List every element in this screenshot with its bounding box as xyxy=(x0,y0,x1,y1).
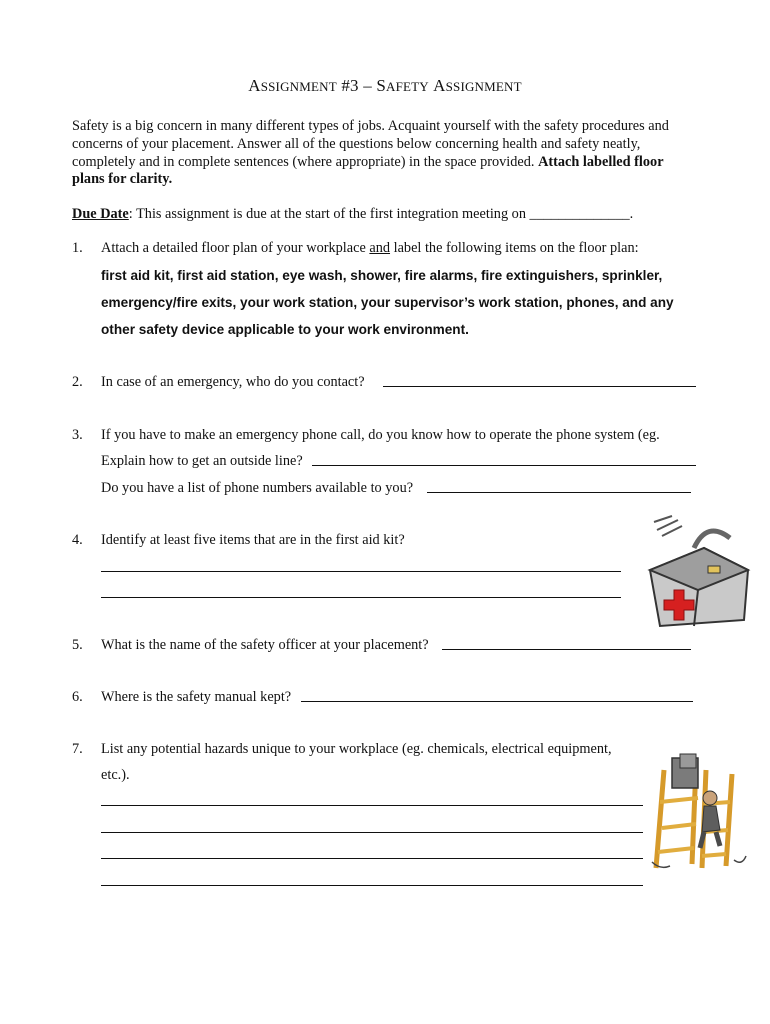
answer-line[interactable] xyxy=(301,701,693,702)
answer-line[interactable] xyxy=(101,832,643,833)
answer-line[interactable] xyxy=(312,465,696,466)
due-date-text: : This assignment is due at the start of the first integration meeting on ______________. xyxy=(128,206,634,222)
q1-underlined: and xyxy=(369,240,391,256)
q1-pre: Attach a detailed floor plan of your workplace xyxy=(101,240,370,256)
due-date-label: Due Date xyxy=(72,206,129,222)
floor-items-line: first aid kit, first aid station, eye wash, shower, fire alarms, fire extinguishers, sprinkler, xyxy=(101,268,663,283)
question-7-text2: etc.). xyxy=(101,767,130,783)
question-5-text: What is the name of the safety officer at your placement? xyxy=(101,637,429,653)
answer-line[interactable] xyxy=(101,597,621,598)
ladder-worker-icon xyxy=(650,752,750,872)
floor-items-line: other safety device applicable to your work environment. xyxy=(101,322,469,337)
question-number: 1. xyxy=(72,240,83,256)
question-number: 5. xyxy=(72,637,83,653)
intro-paragraph xyxy=(72,118,702,189)
question-1-text xyxy=(101,240,639,257)
title-word: SSIGNMENT xyxy=(445,79,522,94)
q1-post: label the following items on the floor plan: xyxy=(390,240,639,256)
due-date-line xyxy=(72,206,633,224)
question-number: 4. xyxy=(72,532,83,548)
title-word: AFETY xyxy=(386,79,429,94)
intro-text: completely and in complete sentences (where appropriate) in the space provided. xyxy=(72,153,539,170)
question-3-sub2: Do you have a list of phone numbers available to you? xyxy=(101,480,414,496)
page-title xyxy=(0,76,770,96)
question-4-text: Identify at least five items that are in the first aid kit? xyxy=(101,532,405,548)
intro-line: concerns of your placement. Answer all of the questions below concerning health and safety neatly, xyxy=(72,135,641,152)
question-2-text: In case of an emergency, who do you contact? xyxy=(101,374,365,390)
question-6-text: Where is the safety manual kept? xyxy=(101,689,292,705)
answer-line[interactable] xyxy=(101,805,643,806)
question-number: 3. xyxy=(72,427,83,443)
floor-items-line: emergency/fire exits, your work station, your supervisor’s work station, phones, and any xyxy=(101,295,674,310)
intro-line: Safety is a big concern in many different types of jobs. Acquaint yourself with the safety procedures and xyxy=(72,118,669,134)
title-initial: S xyxy=(376,76,386,95)
intro-line xyxy=(72,154,702,172)
title-number: #3 – xyxy=(336,76,377,95)
question-number: 2. xyxy=(72,374,83,390)
question-number: 6. xyxy=(72,689,83,705)
answer-line[interactable] xyxy=(427,492,691,493)
title-initial: A xyxy=(248,76,261,95)
answer-line[interactable] xyxy=(101,571,621,572)
title-initial: A xyxy=(433,76,446,95)
question-7-text: List any potential hazards unique to your workplace (eg. chemicals, electrical equipment, xyxy=(101,741,612,757)
answer-line[interactable] xyxy=(442,649,691,650)
title-word: SSIGNMENT xyxy=(260,79,337,94)
answer-line[interactable] xyxy=(101,858,643,859)
question-number: 7. xyxy=(72,741,83,757)
intro-bold-text: plans for clarity. xyxy=(72,171,173,188)
answer-line[interactable] xyxy=(101,885,643,886)
first-aid-kit-icon xyxy=(632,508,756,628)
intro-bold-text: Attach labelled floor xyxy=(538,153,664,170)
question-3-sub1: Explain how to get an outside line? xyxy=(101,453,303,469)
question-3-text: If you have to make an emergency phone call, do you know how to operate the phone system (eg. xyxy=(101,427,660,443)
answer-line[interactable] xyxy=(383,386,696,387)
